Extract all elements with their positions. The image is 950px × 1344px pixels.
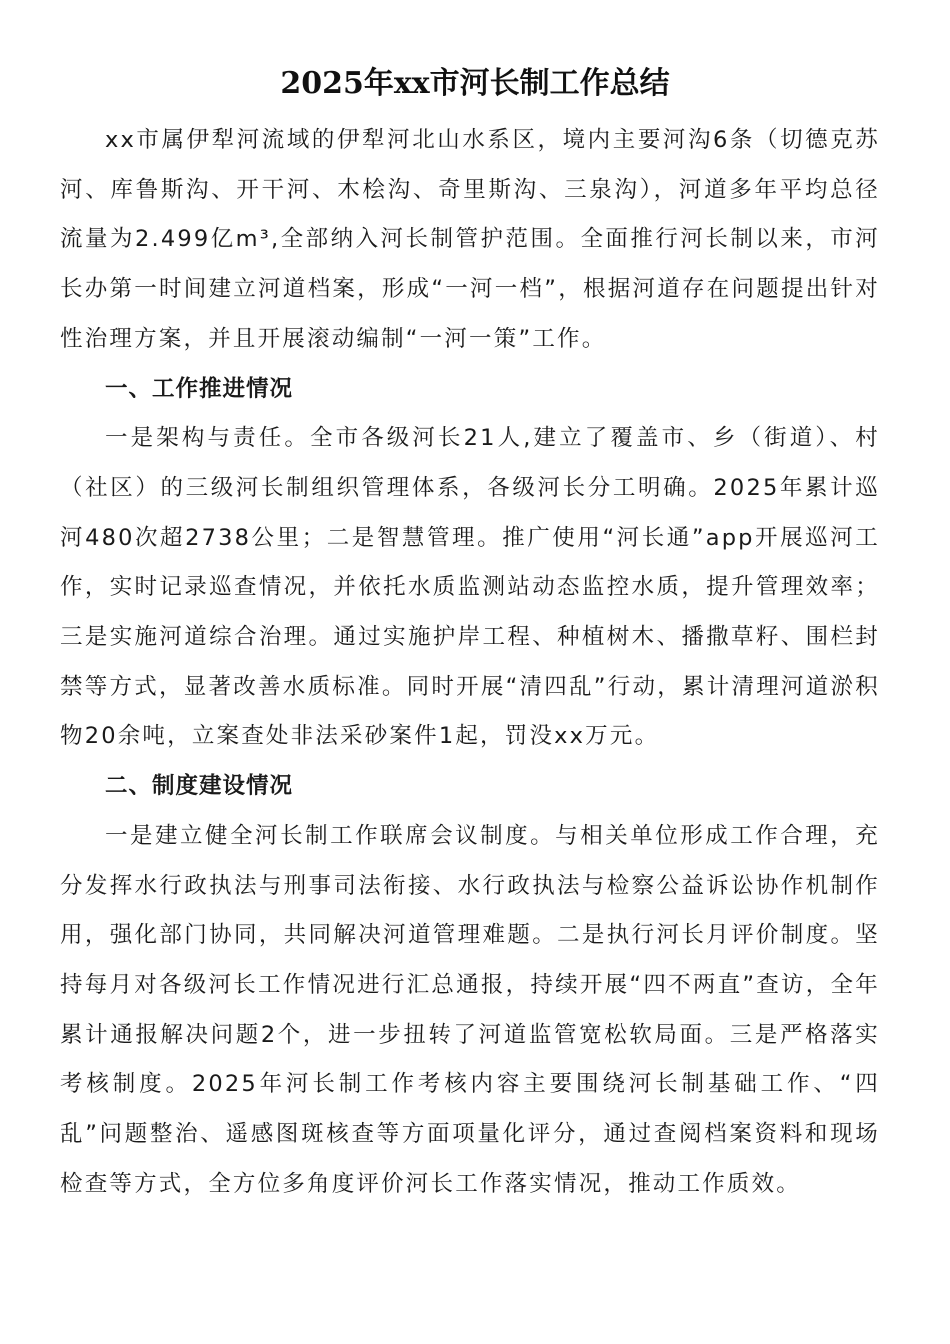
section-heading-work-progress: 一、工作推进情况	[105, 375, 294, 402]
section-heading-system-building: 二、制度建设情况	[105, 773, 294, 800]
document-title: 2025年xx市河长制工作总结	[280, 66, 670, 101]
intro-paragraph: xx市属伊犁河流域的伊犁河北山水系区，境内主要河沟6条（切德克苏河、库鲁斯沟、开干河、木桧沟、奇里斯沟、三泉沟），河道多年平均总径流量为2.499亿m³,全部纳入河长制管护范围。全面推行河长制以来，市河长办第一时间建立河道档案，形成“一河一档”，根据河道存在问题提出针对性治理方案，并且开展滚动编制“一河一策”工作。	[60, 127, 880, 352]
system-building-paragraph: 一是建立健全河长制工作联席会议制度。与相关单位形成工作合理，充分发挥水行政执法与刑事司法衔接、水行政执法与检察公益诉讼协作机制作用，强化部门协同，共同解决河道管理难题。二是执行河长月评价制度。坚持每月对各级河长工作情况进行汇总通报，持续开展“四不两直”查访，全年累计通报解决问题2个，进一步扭转了河道监管宽松软局面。三是严格落实考核制度。2025年河长制工作考核内容主要围绕河长制基础工作、“四乱”问题整治、遥感图斑核查等方面项量化评分，通过查阅档案资料和现场检查等方式，全方位多角度评价河长工作落实情况，推动工作质效。	[60, 822, 880, 1197]
work-progress-paragraph: 一是架构与责任。全市各级河长21人,建立了覆盖市、乡（街道）、村（社区）的三级河长制组织管理体系，各级河长分工明确。2025年累计巡河480次超2738公里；二是智慧管理。推广使用“河长通”app开展巡河工作，实时记录巡查情况，并依托水质监测站动态监控水质，提升管理效率；三是实施河道综合治理。通过实施护岸工程、种植树木、播撒草籽、围栏封禁等方式，显著改善水质标准。同时开展“清四乱”行动，累计清理河道淤积物20余吨，立案查处非法采砂案件1起，罚没xx万元。	[60, 425, 880, 750]
document-body	[60, 116, 880, 1209]
